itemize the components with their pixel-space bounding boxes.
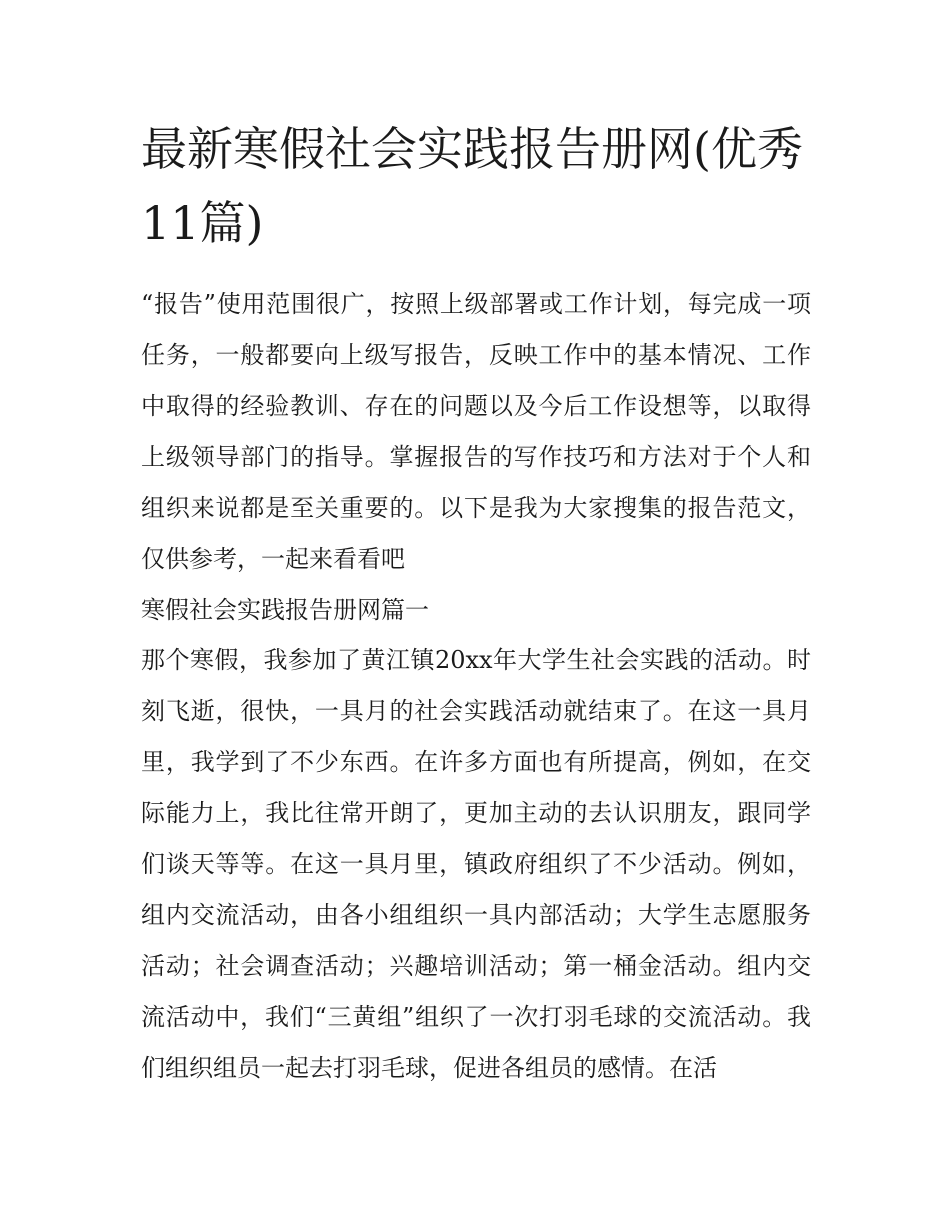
intro-paragraph: “报告”使用范围很广，按照上级部署或工作计划，每完成一项任务，一般都要向上级写报告，反映工作中的基本情况、工作中取得的经验教训、存在的问题以及今后工作设想等，以取得上级领导部门的指导。掌握报告的写作技巧和方法对于个人和组织来说都是至关重要的。以下是我为大家搜集的报告范文，仅供参考，一起来看看吧 bbox=[141, 290, 811, 573]
document-title: 最新寒假社会实践报告册网(优秀11篇) bbox=[141, 122, 803, 250]
section-heading: 寒假社会实践报告册网篇一 bbox=[141, 596, 429, 624]
section-paragraph: 那个寒假，我参加了黄江镇20xx年大学生社会实践的活动。时刻飞逝，很快，一具月的社会实践活动就结束了。在这一具月里，我学到了不少东西。在许多方面也有所提高，例如，在交际能力上，我比往常开朗了，更加主动的去认识朋友，跟同学们谈天等等。在这一具月里，镇政府组织了不少活动。例如，组内交流活动，由各小组组织一具内部活动；大学生志愿服务活动；社会调查活动；兴趣培训活动；第一桶金活动。组内交流活动中，我们“三黄组”组织了一次打羽毛球的交流活动。我们组织组员一起去打羽毛球，促进各组员的感情。在活 bbox=[141, 646, 811, 1082]
document-body bbox=[141, 279, 811, 1094]
